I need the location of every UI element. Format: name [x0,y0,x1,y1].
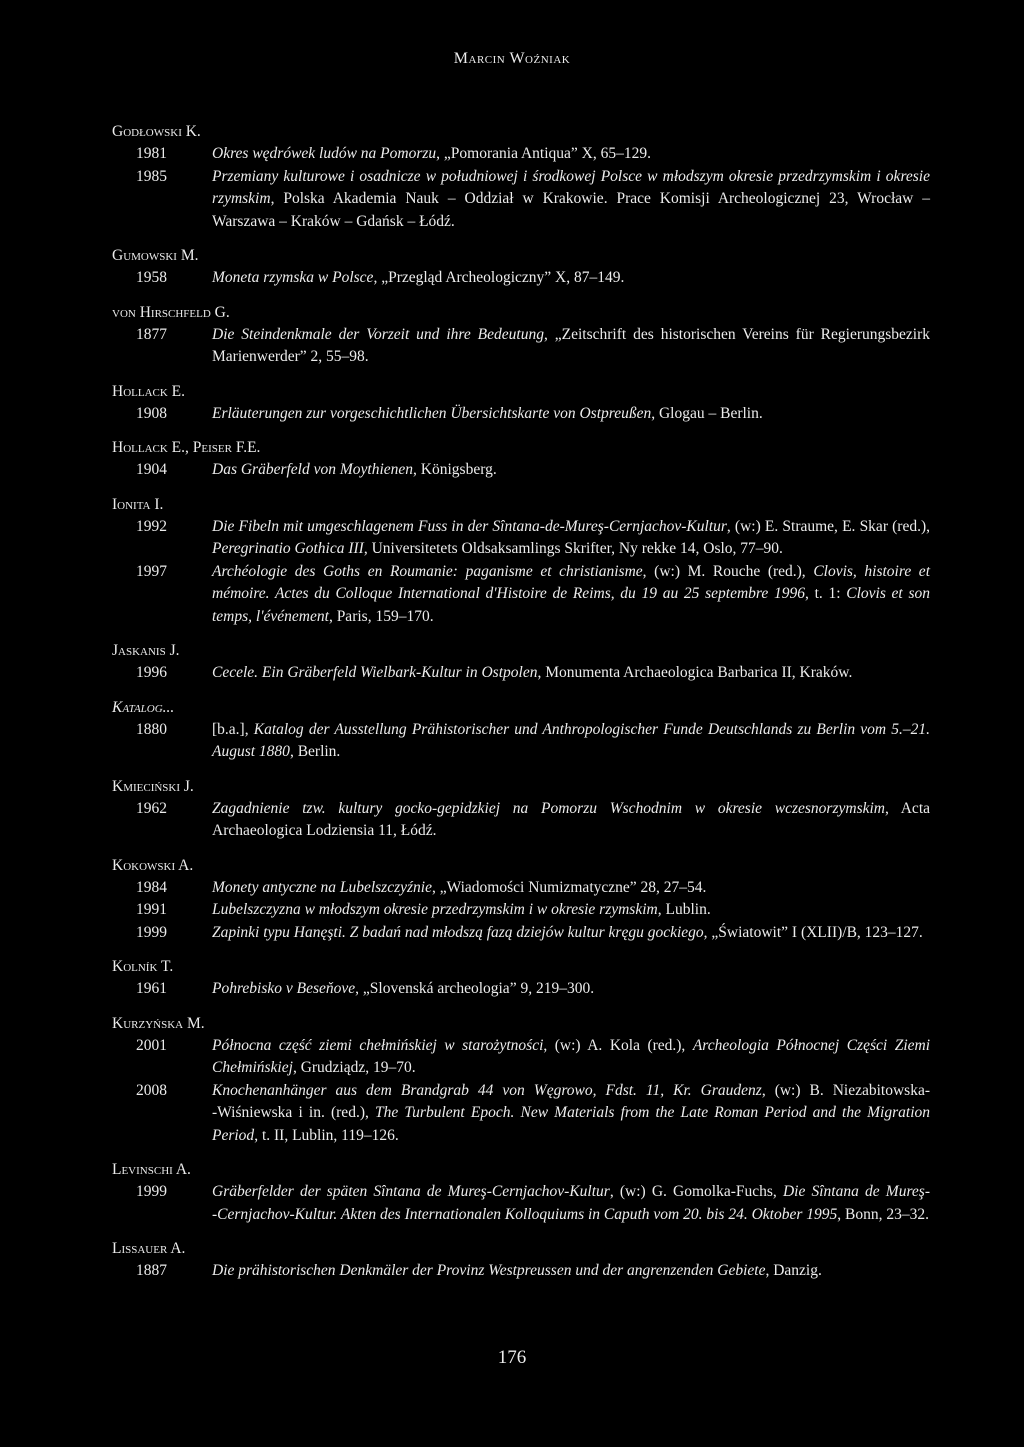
entry-reference [212,403,930,426]
reference-text: , Monumenta Archaeologica Barbarica II, Kraków. [537,664,853,681]
reference-title-text: Katalog der Ausstellung Prähistorischer und Anthropologischer Funde Deutschlands zu Berlin vom 5.–21. August 1880 [212,720,931,760]
reference-title-text: Zagadnienie tzw. kultury gocko-gepidzkiej na Pomorzu Wschodnim w okresie wczesnorzymskim [212,799,885,817]
author-heading: Kokowski A. [112,856,194,874]
reference-text: , Polska Akademia Nauk – Oddział w Krakowie. Prace Komisji Archeologicznej 23, Wrocław – Warszawa – Kraków – Gdańsk – Łódź. [212,190,930,230]
reference-text: , Danzig. [765,1262,822,1279]
reference-title-text: Moneta rzymska w Polsce [212,269,374,286]
reference-text: , Acta Archaeologica Lodziensia 11, Łódź. [212,799,931,839]
entry-reference [212,978,930,1001]
entry-year: 2008 [136,1081,167,1099]
reference-title-text: Die prähistorischen Denkmäler der Provinz Westpreussen und der angrenzenden Gebiete [212,1262,766,1279]
entry-reference [212,877,930,900]
reference-text: , „Pomorania Antiqua” X, 65–129. [436,145,651,162]
bibliography-entry [112,719,930,764]
reference-title-text: Cecele. Ein Gräberfeld Wielbark-Kultur in Ostpolen [212,664,538,681]
reference-text: , (w:) E. Straume, E. Skar (red.), [726,517,930,535]
author-heading: Katalog... [112,698,175,716]
bibliography-entry [112,166,930,234]
entry-reference [212,899,930,922]
reference-title-text: Zapinki typu Hanęşti. Z badań nad młodszą fazą dziejów kultur kręgu gockiego [212,923,704,941]
entry-year: 1981 [136,145,167,162]
page-number: 176 [497,1347,527,1368]
bibliography-entry [112,516,930,561]
entry-year: 2001 [136,1036,167,1054]
reference-title-text: The Turbulent Epoch. New Materials from the Late Roman Period and the Migration Period [212,1104,930,1144]
reference-text: , Königsberg. [413,461,497,478]
reference-text: , (w:) G. Gomolka-Fuchs, [609,1183,783,1200]
bibliography-entry [112,798,930,843]
author-heading: Hollack E., Peiser F.E. [112,439,261,456]
reference-text: , t. 1: [804,585,847,602]
reference-title-text: Die Fibeln mit umgeschlagenem Fuss in der Sîntana-de-Mureş-Cernjachov-Kultur [212,517,727,535]
author-heading: Kurzyńska M. [112,1014,205,1032]
author-heading: Godłowski K. [112,123,201,140]
reference-text: , Grudziądz, 19–70. [292,1059,416,1076]
entry-reference [212,719,930,764]
entry-reference [212,662,930,685]
entry-reference [212,561,930,629]
entry-reference [212,1035,930,1080]
reference-text: , „Wiadomości Numizmatyczne” 28, 27–54. [431,878,707,896]
reference-text: [b.a.], [212,720,254,738]
reference-text: , Glogau – Berlin. [651,404,763,422]
author-heading: von Hirschfeld G. [112,303,230,321]
bibliography-entry [112,561,930,629]
reference-title-text: Das Gräberfeld von Moythienen [212,461,414,478]
bibliography-entry [112,1080,930,1148]
entry-reference [212,516,930,561]
entry-reference [212,166,930,234]
entry-reference [212,1181,930,1226]
entry-reference [212,324,930,369]
reference-title-text: Gräberfelder der späten Sîntana de Mureş-Cernjachov-Kultur [212,1183,610,1200]
entry-reference [212,1260,930,1283]
entry-year: 1904 [136,461,167,478]
reference-text: , „Przegląd Archeologiczny” X, 87–149. [373,269,625,286]
author-heading: Ionita I. [112,495,164,513]
entry-year: 1962 [136,799,167,817]
entry-year: 1887 [136,1262,167,1279]
reference-title-text: Peregrinatio Gothica III [212,540,364,557]
bibliography-entry [112,1035,930,1080]
entry-year: 1992 [136,517,167,535]
entry-reference [212,798,930,843]
entry-year: 1877 [136,325,167,343]
entry-reference [212,143,930,166]
reference-title-text: Archeologia Północnej Części Ziemi Chełmińskiej [212,1036,931,1076]
reference-title-text: Okres wędrówek ludów na Pomorzu [212,145,437,162]
reference-title-text: Monety antyczne na Lubelszczyźnie [212,878,432,896]
author-heading: Kolník T. [112,958,174,975]
entry-year: 1961 [136,980,167,997]
entry-year: 1908 [136,404,167,422]
reference-text: , Lublin. [657,901,711,918]
bibliography-entry [112,1260,930,1283]
reference-title-text: Pohrebisko v Beseňove [212,980,356,997]
bibliography-entry [112,899,930,922]
bibliography-entry [112,459,930,482]
reference-text: , (w:) M. Rouche (red.), [642,562,814,580]
entry-year: 1880 [136,720,167,738]
author-heading: Levinschi A. [112,1161,191,1178]
entry-year: 1984 [136,878,167,896]
reference-title-text: Die Sîntana de Mureş-‑Cernjachov-Kultur. Akten des Internationalen Kolloquiums in Caputh vom 20. bis 24. Oktober 1995 [212,1183,930,1223]
reference-title-text: Die Steindenkmale der Vorzeit und ihre Bedeutung [212,325,544,343]
running-header: Marcin Woźniak [453,50,571,67]
reference-text: , (w:) B. Niezabitowska-‑Wiśniewska i in. (red.), [212,1081,930,1121]
bibliography-entry [112,662,930,685]
author-heading: Lissauer A. [112,1240,186,1257]
reference-title-text: Clovis, histoire et mémoire. Actes du Colloque International d'Histoire de Reims, du 19 au 25 septembre 1996 [212,562,930,602]
bibliography-entry [112,877,930,900]
bibliography-list [112,121,930,1283]
entry-reference [212,459,930,482]
reference-text: , (w:) A. Kola (red.), [543,1036,693,1054]
bibliography-entry [112,143,930,166]
reference-text: , Bonn, 23–32. [837,1205,929,1223]
author-heading: Gumowski M. [112,247,199,264]
reference-text: , Paris, 159–170. [328,607,434,625]
reference-title-text: Erläuterungen zur vorgeschichtlichen Übersichtskarte von Ostpreußen [212,404,652,422]
entry-year: 1991 [136,901,167,918]
entry-year: 1999 [136,923,167,941]
reference-text: , „Zeitschrift des historischen Vereins für Regierungsbezirk Marienwerder” 2, 55–98. [212,325,931,365]
bibliography-entry [112,324,930,369]
author-heading: Jaskanis J. [112,642,180,659]
reference-title-text: Archéologie des Goths en Roumanie: paganisme et christianisme [212,562,643,580]
entry-year: 1985 [136,167,167,185]
author-heading: Kmieciński J. [112,777,194,795]
author-heading: Hollack E. [112,382,186,400]
bibliography-entry [112,403,930,426]
reference-text: , Universitetets Oldsaksamlings Skrifter, Ny rekke 14, Oslo, 77–90. [363,540,783,557]
bibliography-entry [112,978,930,1001]
reference-text: , t. II, Lublin, 119–126. [254,1126,399,1144]
entry-reference [212,267,930,290]
reference-title-text: Przemiany kulturowe i osadnicze w południowej i środkowej Polsce w młodszym okresie przedrzymskim i okresie rzymskim [212,167,930,207]
entry-year: 1996 [136,664,167,681]
reference-text: , „Slovenská archeologia” 9, 219–300. [355,980,595,997]
reference-title-text: Clovis et son temps, l'événement [212,585,930,625]
reference-text: , „Światowit” I (XLII)/B, 123–127. [703,923,923,941]
bibliography-entry [112,1181,930,1226]
entry-year: 1997 [136,562,167,580]
reference-title-text: Knochenanhänger aus dem Brandgrab 44 von Węgrowo, Fdst. 11, Kr. Graudenz [212,1081,762,1099]
bibliography-entry [112,267,930,290]
entry-year: 1999 [136,1183,167,1200]
reference-title-text: Północna część ziemi chełmińskiej w starożytności [212,1036,544,1054]
bibliography-entry [112,922,930,945]
reference-title-text: Lubelszczyzna w młodszym okresie przedrzymskim i w okresie rzymskim [212,901,658,918]
entry-year: 1958 [136,269,167,286]
entry-reference [212,922,930,945]
entry-reference [212,1080,930,1148]
reference-text: , Berlin. [289,743,341,760]
